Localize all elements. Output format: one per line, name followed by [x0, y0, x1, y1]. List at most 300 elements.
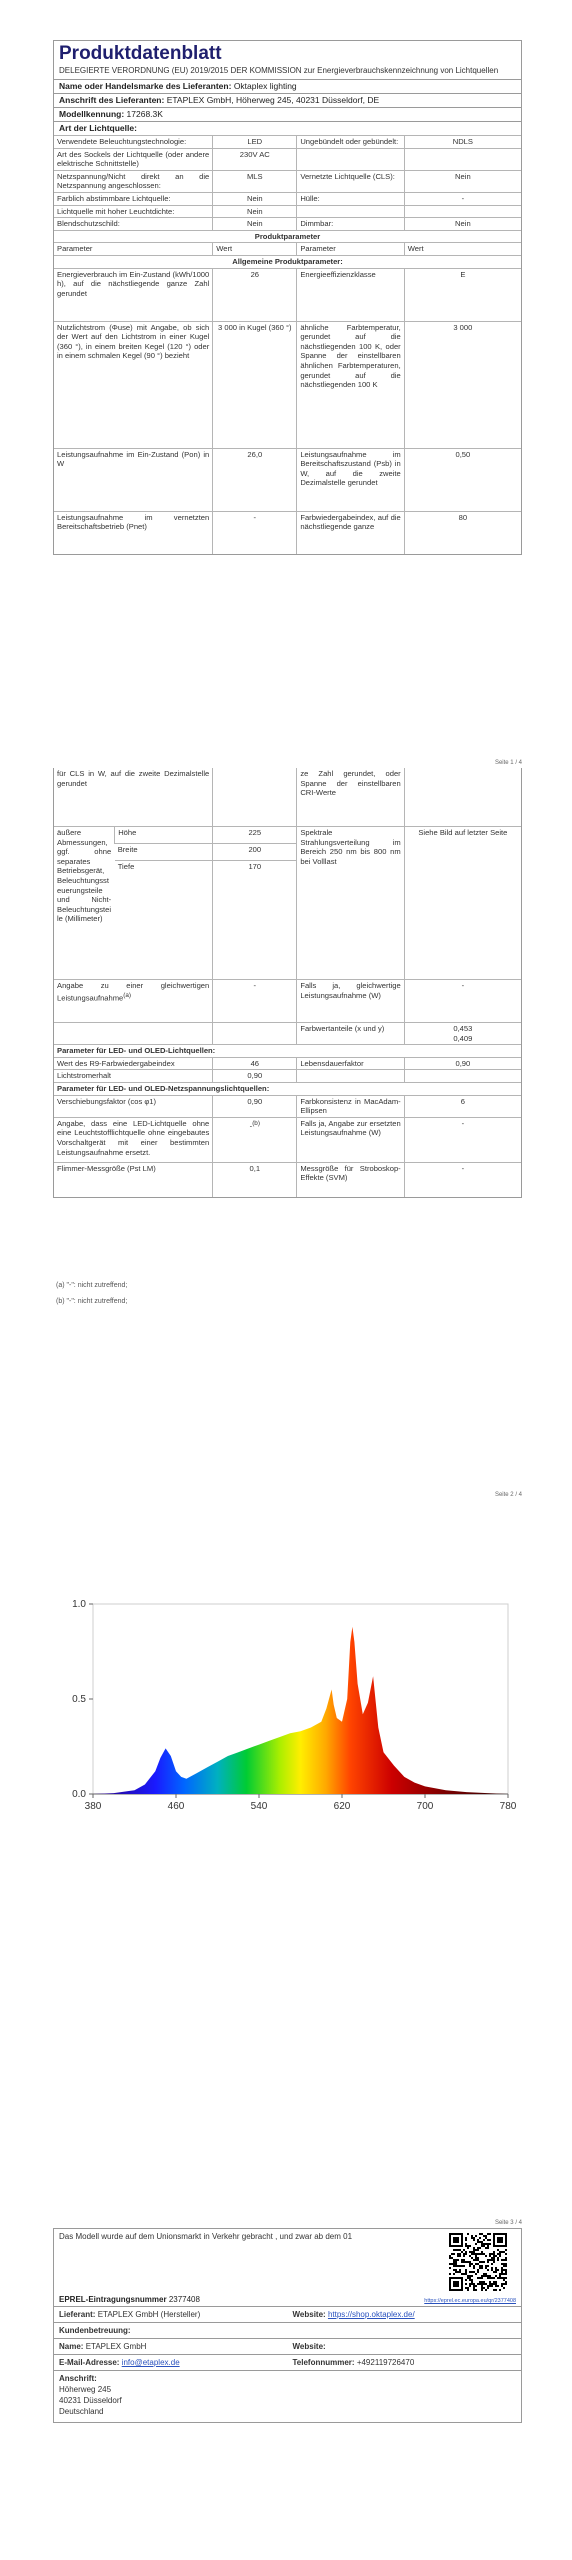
type-row — [54, 205, 521, 218]
care-row — [54, 2322, 521, 2338]
type-value-right: - — [404, 192, 521, 205]
qr-module — [499, 2251, 501, 2253]
qr-module — [477, 2247, 479, 2249]
qr-module — [479, 2281, 481, 2283]
col-param-right: Parameter — [297, 243, 404, 256]
equiv-w-label: Falls ja, gleichwertige Leistungsaufnahme (W) — [297, 980, 404, 1023]
qr-module — [449, 2263, 451, 2265]
qr-module — [505, 2271, 507, 2273]
type-value-right: NDLS — [404, 136, 521, 149]
qr-module — [479, 2241, 481, 2243]
qr-module — [489, 2255, 491, 2257]
qr-module — [461, 2259, 463, 2261]
claimw-value: - — [404, 1117, 521, 1162]
type-value-left: Nein — [213, 218, 297, 231]
name-cell — [54, 2339, 288, 2354]
qr-module — [481, 2253, 483, 2255]
qr-module — [459, 2249, 461, 2251]
dim-value: 200 — [213, 844, 297, 861]
qr-module — [505, 2259, 507, 2261]
type-label-right: Ungebündelt oder gebündelt: — [297, 136, 404, 149]
param-row — [54, 768, 521, 827]
qr-module — [465, 2273, 467, 2275]
website2-label: Website: — [292, 2342, 326, 2351]
model-row — [54, 107, 521, 121]
qr-module — [501, 2267, 503, 2269]
qr-module — [493, 2277, 495, 2279]
param-label-left: Leistungsaufnahme im Ein-Zustand (Pon) in W — [54, 448, 213, 511]
phone-label: Telefonnummer: — [292, 2358, 355, 2367]
email-cell — [54, 2355, 288, 2370]
qr-module — [453, 2249, 455, 2251]
type-label-left: Farblich abstimmbare Lichtquelle: — [54, 192, 213, 205]
qr-module — [471, 2271, 473, 2273]
qr-module — [477, 2283, 479, 2285]
qr-finder — [497, 2237, 503, 2243]
qr-module — [483, 2281, 485, 2283]
qr-module — [459, 2271, 461, 2273]
qr-module — [505, 2277, 507, 2279]
qr-module — [463, 2249, 465, 2251]
qr-module — [477, 2253, 479, 2255]
params-table-cont — [54, 768, 521, 1197]
qr-module — [503, 2283, 505, 2285]
equiv-sup: (a) — [123, 991, 132, 999]
type-table — [54, 135, 521, 554]
qr-module — [489, 2243, 491, 2245]
qr-module — [481, 2289, 483, 2291]
qr-module — [457, 2259, 459, 2261]
qr-module — [497, 2249, 499, 2251]
qr-module — [453, 2263, 455, 2265]
maint-empty — [404, 1070, 521, 1083]
param-label-right: Farbwiedergabeindex, auf die nächstliegende ganze — [297, 511, 404, 554]
qr-module — [485, 2273, 487, 2275]
maint-label: Lichtstromerhalt — [54, 1070, 213, 1083]
qr-module — [483, 2243, 485, 2245]
qr-module — [487, 2259, 489, 2261]
email-link[interactable]: info@etaplex.de — [121, 2358, 180, 2367]
param-value-left: - — [213, 511, 297, 554]
type-row — [54, 148, 521, 170]
qr-module — [491, 2263, 493, 2265]
supplier-row — [54, 2306, 521, 2322]
qr-module — [503, 2265, 505, 2267]
page-4 — [53, 2228, 522, 2423]
doc-title: Produktdatenblatt — [59, 43, 222, 64]
model-value: 17268.3K — [126, 109, 163, 119]
qr-module — [493, 2261, 495, 2263]
address-cell — [54, 2371, 521, 2422]
maint-row — [54, 1070, 521, 1083]
type-value-left: Nein — [213, 205, 297, 218]
website-link[interactable]: https://shop.oktaplex.de/ — [327, 2310, 415, 2319]
qr-module — [475, 2289, 477, 2291]
qr-module — [503, 2263, 505, 2265]
param-row — [54, 321, 521, 448]
qr-module — [485, 2267, 487, 2269]
qr-module — [481, 2233, 483, 2235]
equiv-w-value: - — [404, 980, 521, 1023]
care-cell — [54, 2323, 521, 2338]
chroma-x: 0,453 — [453, 1024, 473, 1033]
page-number-1: Seite 1 / 4 — [494, 760, 522, 766]
qr-module — [497, 2269, 499, 2271]
qr-module — [477, 2257, 479, 2259]
qr-module — [495, 2281, 497, 2283]
type-value-left: Nein — [213, 192, 297, 205]
qr-module — [503, 2269, 505, 2271]
qr-module — [469, 2261, 471, 2263]
qr-module — [495, 2289, 497, 2291]
qr-module — [471, 2257, 473, 2259]
chroma-y: 0,409 — [453, 1033, 473, 1043]
chroma-empty — [213, 1023, 297, 1045]
qr-module — [465, 2271, 467, 2273]
flicker-value: 0,1 — [213, 1162, 297, 1197]
equiv-value: - — [213, 980, 297, 1023]
qr-module — [495, 2271, 497, 2273]
qr-module — [463, 2265, 465, 2267]
eprel-block — [59, 2295, 200, 2304]
qr-module — [499, 2275, 501, 2277]
qr-module — [487, 2265, 489, 2267]
qr-module — [455, 2263, 457, 2265]
qr-module — [501, 2273, 503, 2275]
qr-module — [501, 2271, 503, 2273]
maint-empty — [297, 1070, 404, 1083]
chroma-value — [404, 1023, 521, 1045]
qr-module — [487, 2275, 489, 2277]
spectral-label: Spektrale Strahlungsverteilung im Bereich 250 nm bis 800 nm bei Volllast — [297, 827, 404, 980]
param-value-right: 3 000 — [404, 321, 521, 448]
equiv-row — [54, 980, 521, 1023]
qr-module — [463, 2259, 465, 2261]
y-tick-label: 0.5 — [72, 1694, 86, 1705]
qr-module — [489, 2283, 491, 2285]
col-param-left: Parameter — [54, 243, 213, 256]
type-label-right — [297, 205, 404, 218]
eprel-label: EPREL-Eintragungsnummer — [59, 2295, 167, 2304]
qr-module — [489, 2275, 491, 2277]
param-label-right: Energieeffizienzklasse — [297, 268, 404, 321]
param-row — [54, 448, 521, 511]
qr-module — [487, 2261, 489, 2263]
qr-module — [493, 2271, 495, 2273]
qr-module — [457, 2271, 459, 2273]
name-value: ETAPLEX GmbH — [85, 2342, 147, 2351]
qr-module — [499, 2277, 501, 2279]
eprel-link[interactable]: https://eprel.ec.europa.eu/qr/2377408 — [424, 2298, 516, 2304]
qr-module — [459, 2253, 461, 2255]
qr-module — [491, 2259, 493, 2261]
claim-row — [54, 1117, 521, 1162]
param-label-right: ähnliche Farbtemperatur, gerundet auf die nächstliegenden 100 K, oder Spanne der einstellbaren ähnlichen Farbtemperaturen, gerundet auf die nächstliegenden 100 K — [297, 321, 404, 448]
qr-module — [453, 2269, 455, 2271]
qr-module — [475, 2243, 477, 2245]
qr-module — [473, 2259, 475, 2261]
footnote-a: (a) "-": nicht zutreffend; — [56, 1282, 128, 1289]
param-row — [54, 268, 521, 321]
led-header: Parameter für LED- und OLED-Lichtquellen: — [54, 1045, 521, 1058]
type-label-right — [297, 148, 404, 170]
type-value-right: Nein — [404, 218, 521, 231]
qr-module — [473, 2247, 475, 2249]
r9-value: 46 — [213, 1057, 297, 1070]
pf-row — [54, 1095, 521, 1117]
type-value-left: LED — [213, 136, 297, 149]
qr-module — [485, 2289, 487, 2291]
qr-module — [471, 2275, 473, 2277]
flicker-label: Flimmer-Messgröße (Pst LM) — [54, 1162, 213, 1197]
type-value-right — [404, 148, 521, 170]
strobo-label: Messgröße für Stroboskop-Effekte (SVM) — [297, 1162, 404, 1197]
qr-module — [485, 2283, 487, 2285]
qr-module — [465, 2239, 467, 2241]
name-row — [54, 2338, 521, 2354]
light-source-type-row — [54, 121, 521, 135]
qr-module — [475, 2235, 477, 2237]
qr-module — [469, 2285, 471, 2287]
col-value-left: Wert — [213, 243, 297, 256]
qr-module — [473, 2287, 475, 2289]
qr-module — [489, 2233, 491, 2235]
qr-module — [469, 2263, 471, 2265]
qr-module — [449, 2267, 451, 2269]
spectrum-chart — [53, 1592, 520, 1822]
qr-module — [465, 2251, 467, 2253]
param-label-left: für CLS in W, auf die zweite Dezimalstelle gerundet — [57, 769, 210, 788]
type-value-left: MLS — [213, 170, 297, 192]
qr-module — [505, 2253, 507, 2255]
qr-module — [497, 2277, 499, 2279]
param-label-right: ze Zahl gerundet, oder Spanne der einstellbaren CRI-Werte — [297, 768, 404, 827]
qr-module — [505, 2265, 507, 2267]
qr-module — [477, 2239, 479, 2241]
qr-module — [497, 2259, 499, 2261]
qr-module — [473, 2253, 475, 2255]
qr-module — [465, 2243, 467, 2245]
param-row — [54, 511, 521, 554]
qr-module — [459, 2265, 461, 2267]
name-label: Name: — [59, 2342, 84, 2351]
qr-module — [467, 2289, 469, 2291]
qr-module — [501, 2283, 503, 2285]
qr-module — [477, 2259, 479, 2261]
qr-module — [481, 2245, 483, 2247]
page-1 — [53, 40, 522, 555]
supplier-cell — [54, 2307, 288, 2322]
qr-module — [475, 2263, 477, 2265]
qr-module — [451, 2253, 453, 2255]
supplier-address-label: Anschrift des Lieferanten: — [59, 95, 165, 105]
qr-module — [485, 2243, 487, 2245]
qr-module — [461, 2251, 463, 2253]
qr-module — [475, 2257, 477, 2259]
param-label-left: Nutzlichtstrom (Φuse) mit Angabe, ob sich der Wert auf den Lichtstrom in einer Kugel (360 °), in einem breiten Kegel (120 °) oder in einem schmalen Kegel (90 °) bezieht — [54, 321, 213, 448]
pf-value: 0,90 — [213, 1095, 297, 1117]
qr-module — [485, 2235, 487, 2237]
type-row — [54, 136, 521, 149]
qr-module — [483, 2273, 485, 2275]
qr-module — [457, 2253, 459, 2255]
type-label-left: Netzspannung/Nicht direkt an die Netzspannung angeschlossen: — [54, 170, 213, 192]
footnote-b: (b) "-": nicht zutreffend; — [56, 1298, 128, 1305]
qr-module — [477, 2263, 479, 2265]
qr-module — [463, 2273, 465, 2275]
qr-module — [487, 2287, 489, 2289]
qr-module — [465, 2283, 467, 2285]
qr-module — [469, 2279, 471, 2281]
page-2 — [53, 768, 522, 1198]
qr-module — [469, 2265, 471, 2267]
qr-module — [465, 2287, 467, 2289]
qr-module — [493, 2259, 495, 2261]
qr-module — [475, 2273, 477, 2275]
qr-module — [481, 2241, 483, 2243]
spectral-value: Siehe Bild auf letzter Seite — [404, 827, 521, 980]
type-label-left: Lichtquelle mit hoher Leuchtdichte: — [54, 205, 213, 218]
mls-header-row — [54, 1082, 521, 1095]
qr-module — [479, 2265, 481, 2267]
qr-module — [473, 2239, 475, 2241]
qr-module — [495, 2255, 497, 2257]
life-value: 0,90 — [404, 1057, 521, 1070]
type-label-left: Art des Sockels der Lichtquelle (oder andere elektrische Schnittstelle) — [54, 148, 213, 170]
qr-module — [483, 2283, 485, 2285]
equiv-label-text: Angabe zu einer gleichwertigen Leistungsaufnahme — [57, 981, 210, 1003]
led-header-row — [54, 1045, 521, 1058]
qr-module — [487, 2269, 489, 2271]
qr-module — [489, 2277, 491, 2279]
qr-module — [503, 2277, 505, 2279]
x-tick-label: 380 — [84, 1801, 102, 1812]
qr-module — [491, 2267, 493, 2269]
qr-module — [459, 2255, 461, 2257]
x-tick-label: 780 — [499, 1801, 517, 1812]
addr-line-2: 40231 Düsseldorf — [59, 2396, 122, 2405]
type-label-right: Dimmbar: — [297, 218, 404, 231]
qr-module — [453, 2273, 455, 2275]
params-col-row — [54, 243, 521, 256]
y-tick-label: 1.0 — [72, 1599, 86, 1610]
qr-module — [475, 2253, 477, 2255]
qr-module — [495, 2285, 497, 2287]
qr-module — [495, 2269, 497, 2271]
chroma-label: Farbwertanteile (x und y) — [297, 1023, 404, 1045]
qr-module — [487, 2247, 489, 2249]
qr-module — [485, 2237, 487, 2239]
qr-module — [471, 2263, 473, 2265]
col-value-right: Wert — [404, 243, 521, 256]
dim-key: Breite — [115, 844, 213, 861]
spectrum-svg — [53, 1592, 520, 1822]
qr-module — [481, 2277, 483, 2279]
qr-module — [505, 2257, 507, 2259]
general-header-row — [54, 255, 521, 268]
qr-module — [487, 2285, 489, 2287]
qr-module — [449, 2257, 451, 2259]
params-header: Produktparameter — [54, 230, 521, 243]
qr-module — [471, 2235, 473, 2237]
qr-module — [491, 2285, 493, 2287]
qr-module — [467, 2261, 469, 2263]
qr-module — [467, 2247, 469, 2249]
maint-value: 0,90 — [213, 1070, 297, 1083]
qr-module — [463, 2253, 465, 2255]
qr-module — [475, 2285, 477, 2287]
qr-module — [471, 2253, 473, 2255]
qr-module — [455, 2249, 457, 2251]
type-row — [54, 218, 521, 231]
strobo-value: - — [404, 1162, 521, 1197]
type-value-left: 230V AC — [213, 148, 297, 170]
qr-module — [481, 2265, 483, 2267]
supplier-name-value: Oktaplex lighting — [233, 81, 297, 91]
claim-sup: (b) — [252, 1119, 260, 1127]
qr-module — [457, 2255, 459, 2257]
qr-module — [467, 2275, 469, 2277]
qr-module — [479, 2253, 481, 2255]
y-tick-label: 0.0 — [72, 1789, 86, 1800]
qr-module — [455, 2265, 457, 2267]
qr-module — [473, 2285, 475, 2287]
qr-module — [499, 2273, 501, 2275]
qr-module — [477, 2271, 479, 2273]
qr-module — [505, 2273, 507, 2275]
equiv-label — [54, 980, 213, 1023]
qr-module — [479, 2267, 481, 2269]
r9-row — [54, 1057, 521, 1070]
email-label: E-Mail-Adresse: — [59, 2358, 120, 2367]
qr-module — [501, 2285, 503, 2287]
general-header: Allgemeine Produktparameter: — [54, 255, 521, 268]
qr-module — [465, 2245, 467, 2247]
qr-module — [481, 2287, 483, 2289]
qr-module — [501, 2277, 503, 2279]
qr-module — [453, 2259, 455, 2261]
qr-module — [493, 2281, 495, 2283]
qr-module — [465, 2237, 467, 2239]
qr-module — [503, 2259, 505, 2261]
type-label-right: Vernetzte Lichtquelle (CLS): — [297, 170, 404, 192]
qr-module — [471, 2251, 473, 2253]
qr-module — [479, 2283, 481, 2285]
qr-module — [481, 2261, 483, 2263]
qr-module — [479, 2237, 481, 2239]
qr-module — [487, 2245, 489, 2247]
qr-module — [491, 2253, 493, 2255]
eprel-row — [54, 2295, 521, 2306]
qr-module — [487, 2243, 489, 2245]
qr-module — [487, 2277, 489, 2279]
qr-module — [465, 2269, 467, 2271]
qr-module — [499, 2289, 501, 2291]
qr-module — [483, 2253, 485, 2255]
qr-module — [483, 2275, 485, 2277]
qr-module — [473, 2271, 475, 2273]
mls-header: Parameter für LED- und OLED-Netzspannungslichtquellen: — [54, 1082, 521, 1095]
addr-line-3: Deutschland — [59, 2407, 104, 2416]
qr-module — [469, 2255, 471, 2257]
qr-module — [465, 2279, 467, 2281]
light-source-type-label: Art der Lichtquelle: — [59, 123, 137, 133]
qr-module — [477, 2269, 479, 2271]
qr-module — [483, 2245, 485, 2247]
page-number-3: Seite 3 / 4 — [494, 2220, 522, 2226]
dim-key: Tiefe — [115, 861, 213, 877]
x-tick-label: 700 — [416, 1801, 434, 1812]
